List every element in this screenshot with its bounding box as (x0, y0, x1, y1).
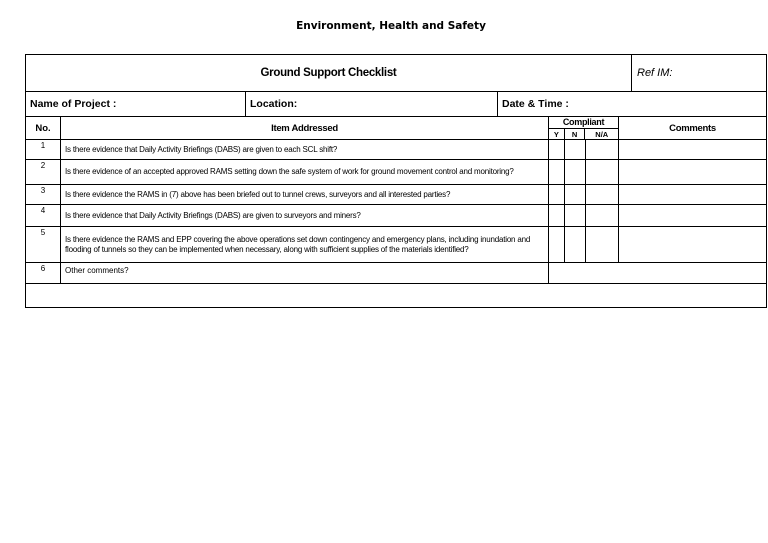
document-header: Environment, Health and Safety (296, 20, 486, 32)
compliant-n-cell[interactable] (565, 227, 586, 262)
info-row (26, 92, 766, 117)
compliant-na-cell[interactable] (586, 185, 619, 204)
date-time-field[interactable]: Date & Time : (502, 98, 569, 110)
row-item-text: Is there evidence of an accepted approved RAMS setting down the safe system of work for ground movement control and monitoring? (61, 160, 549, 184)
row-number: 1 (26, 140, 61, 159)
table-row (26, 185, 766, 205)
header-na: N/A (595, 130, 609, 139)
compliant-n-cell[interactable] (565, 160, 586, 184)
header-no: No. (26, 117, 61, 139)
table-row (26, 160, 766, 185)
compliant-n-cell[interactable] (565, 205, 586, 226)
comments-cell[interactable] (619, 140, 766, 159)
other-comments-row (26, 263, 766, 284)
row-number: 6 (26, 263, 61, 283)
compliant-na-cell[interactable] (586, 205, 619, 226)
other-comments-label: Other comments? (61, 263, 549, 283)
ref-im-field[interactable]: Ref IM: (637, 67, 673, 79)
compliant-label: Compliant (549, 117, 618, 129)
compliant-na-cell[interactable] (586, 227, 619, 262)
table-row (26, 205, 766, 227)
compliant-n-cell[interactable] (565, 140, 586, 159)
row-item-text: Is there evidence the RAMS in (7) above has been briefed out to tunnel crews, surveyors and all interested parties? (61, 185, 549, 204)
compliant-y-cell[interactable] (549, 140, 565, 159)
comments-cell[interactable] (619, 205, 766, 226)
compliant-y-cell[interactable] (549, 160, 565, 184)
compliant-subheaders (549, 129, 618, 140)
checklist-title: Ground Support Checklist (26, 55, 632, 91)
compliant-y-cell[interactable] (549, 205, 565, 226)
header-comments: Comments (669, 122, 716, 134)
table-row (26, 140, 766, 160)
table-header-row (26, 117, 766, 140)
row-number: 3 (26, 185, 61, 204)
row-number: 4 (26, 205, 61, 226)
other-comments-field[interactable] (549, 263, 766, 283)
location-field[interactable]: Location: (246, 92, 498, 116)
comments-cell[interactable] (619, 185, 766, 204)
compliant-na-cell[interactable] (586, 160, 619, 184)
compliant-y-cell[interactable] (549, 185, 565, 204)
compliant-n-cell[interactable] (565, 185, 586, 204)
row-item-text: Is there evidence that Daily Activity Briefings (DABS) are given to each SCL shift? (61, 140, 549, 159)
comments-cell[interactable] (619, 227, 766, 262)
checklist-form (25, 54, 767, 308)
title-row (26, 55, 766, 92)
compliant-na-cell[interactable] (586, 140, 619, 159)
row-item-text: Is there evidence that Daily Activity Briefings (DABS) are given to surveyors and miners? (61, 205, 549, 226)
header-n: N (565, 129, 586, 140)
blank-row[interactable] (26, 284, 766, 307)
row-item-text: Is there evidence the RAMS and EPP covering the above operations set down contingency and emergency plans, including inundation and flooding of tunnels so they can be implemented when necessary, along with sufficient supplies of the materials identified? (61, 227, 549, 262)
project-name-field[interactable]: Name of Project : (26, 92, 246, 116)
compliant-y-cell[interactable] (549, 227, 565, 262)
header-item-addressed: Item Addressed (61, 117, 549, 139)
table-row (26, 227, 766, 263)
row-number: 2 (26, 160, 61, 184)
header-compliant (549, 117, 619, 139)
header-y: Y (549, 129, 565, 140)
row-number: 5 (26, 227, 61, 262)
comments-cell[interactable] (619, 160, 766, 184)
